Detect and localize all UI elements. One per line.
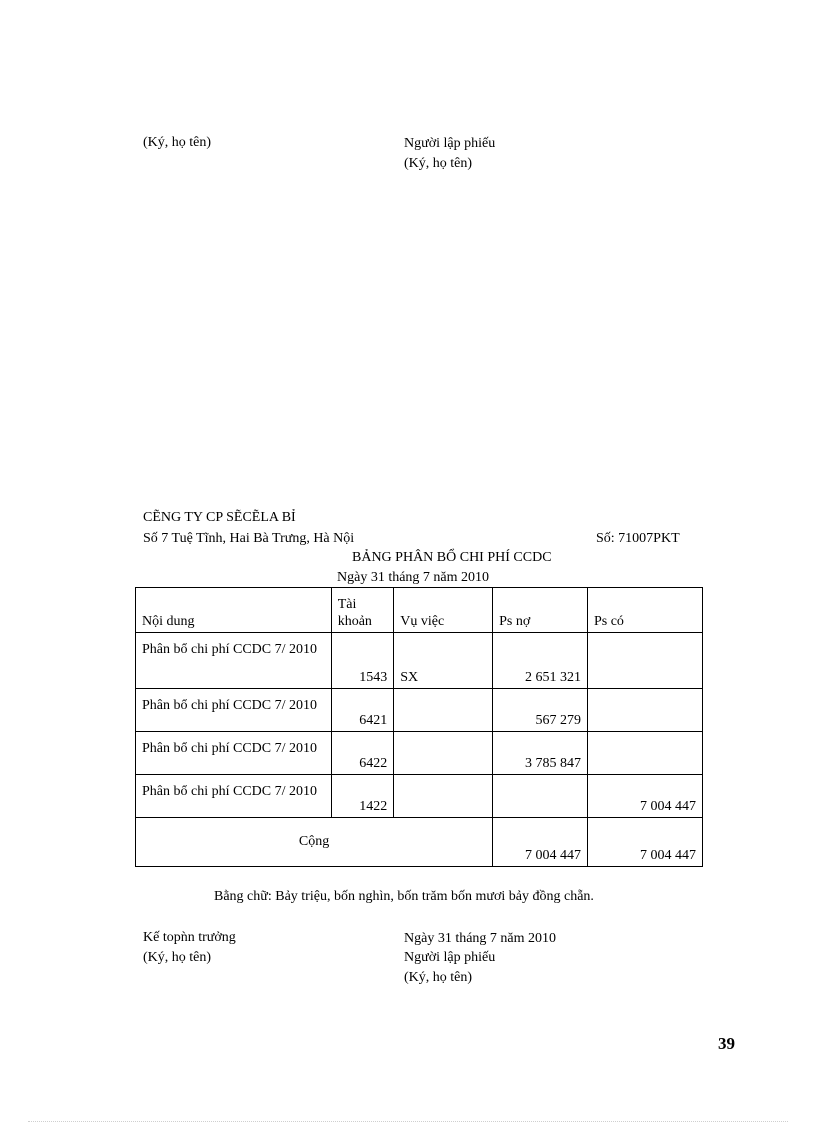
header-account — [331, 588, 394, 633]
row-account: 1422 — [331, 775, 394, 818]
row-debit: 567 279 — [493, 689, 588, 732]
bottom-preparer-title: Người lập phiếu — [404, 950, 496, 965]
table-total-row — [136, 818, 703, 867]
row-case — [394, 732, 493, 775]
row-case — [394, 689, 493, 732]
header-account-line1: Tài — [337, 597, 357, 612]
bottom-dotted-divider — [28, 1121, 788, 1122]
top-left-sign-note: (Ký, họ tên) — [143, 135, 212, 150]
row-account: 6422 — [331, 732, 394, 775]
table-row — [136, 633, 703, 689]
document-date: Ngày 31 tháng 7 năm 2010 — [337, 570, 490, 585]
chief-accountant-title: Kế topǹn trưởng — [143, 930, 236, 945]
row-credit — [587, 732, 702, 775]
page-number: 39 — [718, 1034, 735, 1053]
table-row — [136, 775, 703, 818]
header-content: Nội dung — [136, 588, 332, 633]
row-debit — [493, 775, 588, 818]
bottom-preparer-sign-note: (Ký, họ tên) — [404, 970, 473, 985]
table-header-row — [136, 588, 703, 633]
top-preparer-title: Người lập phiếu — [404, 136, 496, 151]
row-case — [394, 775, 493, 818]
bottom-date: Ngày 31 tháng 7 năm 2010 — [404, 931, 557, 946]
allocation-table — [135, 587, 703, 867]
row-content: Phân bổ chi phí CCDC 7/ 2010 — [136, 775, 332, 818]
row-content: Phân bổ chi phí CCDC 7/ 2010 — [136, 633, 332, 689]
row-account: 1543 — [331, 633, 394, 689]
total-label: Cộng — [136, 818, 493, 867]
document-number: Số: 71007PKT — [596, 531, 680, 546]
top-preparer-sign-note: (Ký, họ tên) — [404, 156, 473, 171]
row-content: Phân bổ chi phí CCDC 7/ 2010 — [136, 732, 332, 775]
header-case: Vụ việc — [394, 588, 493, 633]
row-content: Phân bổ chi phí CCDC 7/ 2010 — [136, 689, 332, 732]
row-credit: 7 004 447 — [587, 775, 702, 818]
row-debit: 3 785 847 — [493, 732, 588, 775]
table-row — [136, 732, 703, 775]
chief-accountant-sign-note: (Ký, họ tên) — [143, 950, 212, 965]
row-case: SX — [394, 633, 493, 689]
company-address: Số 7 Tuệ Tĩnh, Hai Bà Trưng, Hà Nội — [143, 531, 355, 546]
header-debit: Ps nợ — [493, 588, 588, 633]
row-account: 6421 — [331, 689, 394, 732]
row-credit — [587, 633, 702, 689]
company-name: CẼNG TY CP SẼCẼLA BỈ — [143, 510, 296, 525]
total-debit: 7 004 447 — [493, 818, 588, 867]
row-debit: 2 651 321 — [493, 633, 588, 689]
header-credit: Ps có — [587, 588, 702, 633]
row-credit — [587, 689, 702, 732]
total-credit: 7 004 447 — [587, 818, 702, 867]
table-row — [136, 689, 703, 732]
document-title: BẢNG PHÂN BỔ CHI PHÍ CCDC — [352, 550, 552, 565]
header-account-line2: khoản — [337, 614, 372, 629]
amount-in-words: Bằng chữ: Bảy triệu, bốn nghìn, bốn trăm bốn mươi bảy đồng chẵn. — [214, 889, 594, 904]
